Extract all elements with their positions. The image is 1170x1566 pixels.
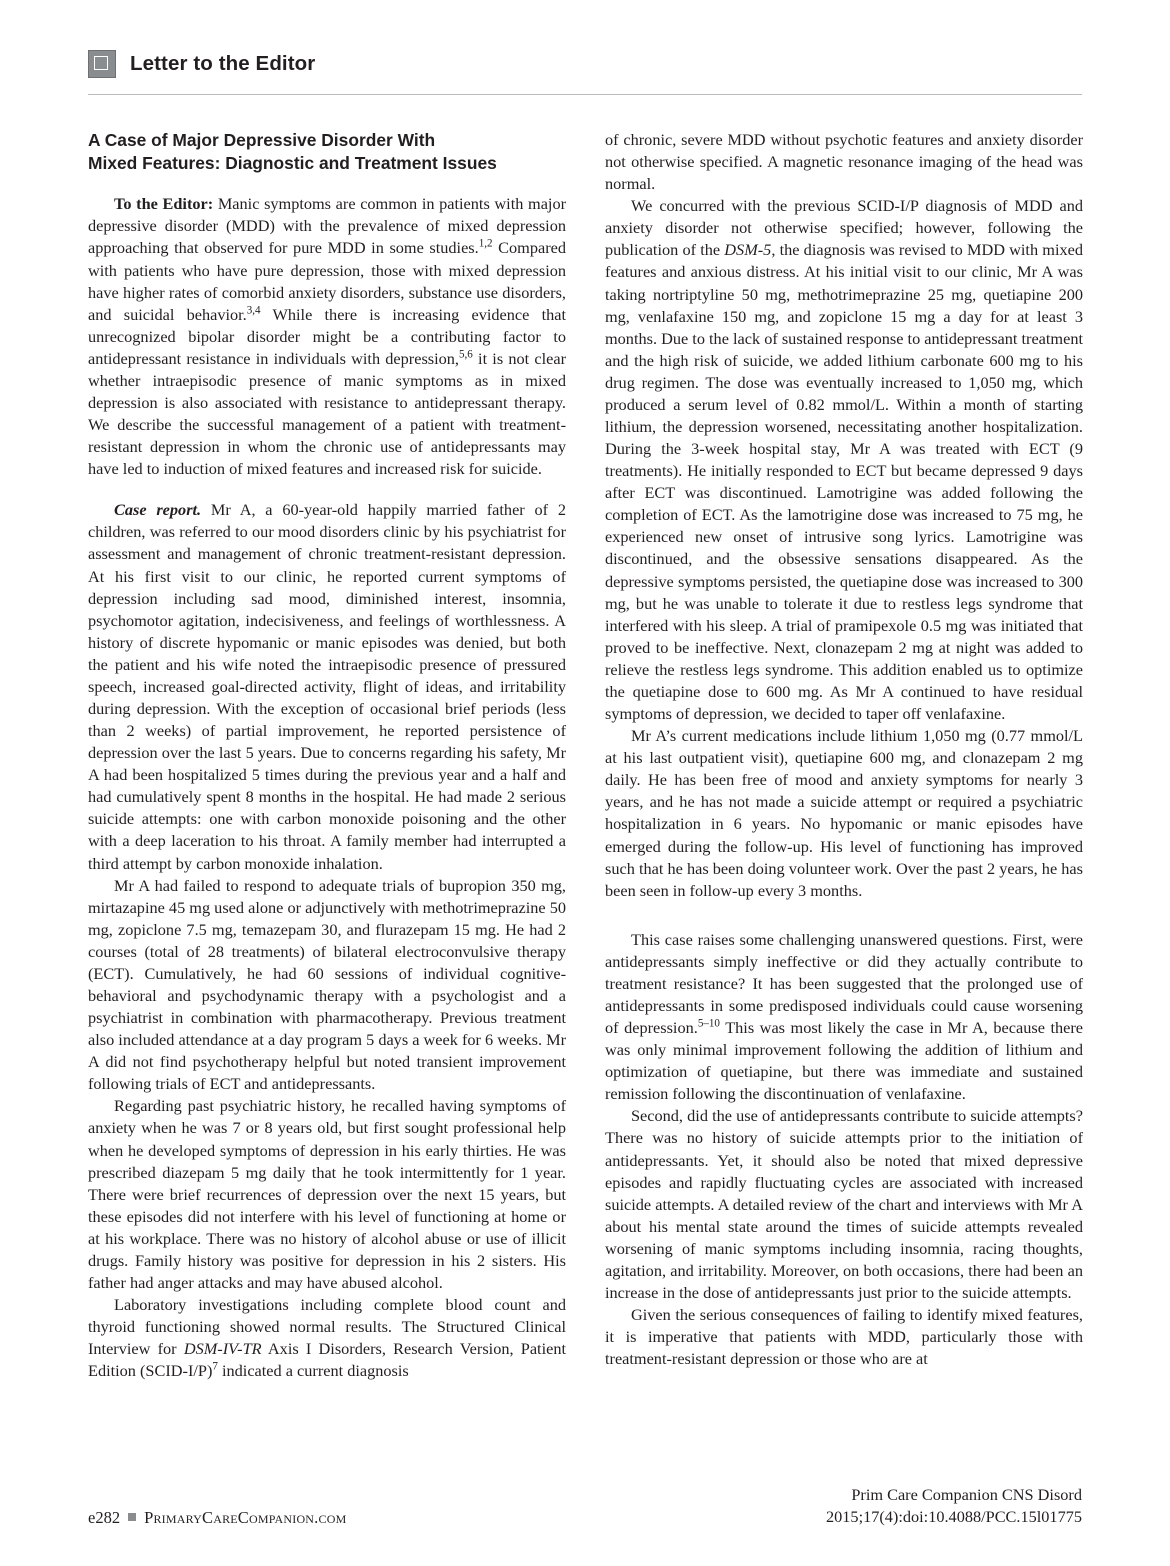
paragraph-question-two: Second, did the use of antidepressants contribute to suicide attempts? There was no history of suicide attempts prior to the initiation of antidepressants. Yet, it should also be noted that mixed depressive episodes and rapidly fluctuating cycles are associated with increased suicide attempts. A detailed review of the chart and interviews with Mr A about his mental state around the times of suicide attempts revealed worsening of manic symptoms including insomnia, racing thoughts, agitation, and irritability. Moreover, on both occasions, there had been an increase in the dose of antidepressants just prior to the suicide attempts.: [605, 1106, 1083, 1302]
section-label: Letter to the Editor: [130, 52, 316, 75]
journal-name: Prim Care Companion CNS Disord: [851, 1485, 1082, 1504]
page-number: e282: [88, 1508, 121, 1527]
two-column-body: [88, 129, 1082, 1459]
paragraph-conclusion: Given the serious consequences of failing to identify mixed features, it is imperative that patients with MDD, particularly those with treatment-resistant depression or those who are at: [605, 1305, 1083, 1369]
citation-doi: 2015;17(4):doi:10.4088/PCC.15l01775: [826, 1507, 1082, 1526]
footer-right: [826, 1484, 1082, 1528]
paragraph-current-medications: Mr A’s current medications include lithium 1,050 mg (0.77 mmol/L at his last outpatient visit), quetiapine 600 mg, and clonazepam 2 mg daily. He has been free of mood and anxiety symptoms for nearly 3 years, and he has not made a suicide attempt or required a psychiatric hospitalization in 6 years. No hypomanic or manic episodes have emerged during the follow-up. His level of functioning has improved such that he has been doing volunteer work. Over the past 2 years, he has been seen in follow-up every 3 months.: [605, 726, 1083, 900]
article-title-line-2: Mixed Features: Diagnostic and Treatment Issues: [88, 153, 497, 174]
footer-square-icon: [128, 1513, 136, 1521]
article-title-line-1: A Case of Major Depressive Disorder With: [88, 130, 436, 150]
footer-site-name: PrimaryCareCompanion.com: [144, 1508, 347, 1527]
page-footer: [88, 1484, 1082, 1528]
paragraph-diagnosis-continued: of chronic, severe MDD without psychotic features and anxiety disorder not otherwise specified. A magnetic resonance imaging of the head was normal.: [605, 130, 1083, 194]
paragraph-case-report: [88, 499, 566, 874]
page-title: [88, 129, 566, 175]
paragraph-question-one: This case raises some challenging unanswered questions. First, were antidepressants simply ineffective or did they actually contribute to treatment resistance? It has been suggested that the prolonged use of antidepressants in some predisposed individuals could cause worsening of depression.$^{5-10}$ This was most likely the case in Mr A, because there was only minimal improvement following the addition of lithium and optimization of quetiapine, but there was immediate and sustained remission following the discontinuation of venlafaxine.: [605, 929, 1083, 1104]
paragraph-treatment-history: Mr A had failed to respond to adequate trials of bupropion 350 mg, mirtazapine 45 mg used alone or adjunctively with methotrimeprazine 50 mg, zopiclone 7.5 mg, temazepam 30, and flurazepam 15 mg. He had 2 courses (total of 28 treatments) of bilateral electroconvulsive therapy (ECT). Cumulatively, he had 60 sessions of individual cognitive-behavioral and psychodynamic therapy with a psychologist and a psychiatrist in combination with pharmacotherapy. Previous treatment also included attendance at a day program 5 days a week for 6 weeks. Mr A did not find psychotherapy helpful but noted transient improvement following trials of ECT and antidepressants.: [88, 875, 566, 1094]
page-header: [88, 44, 1082, 95]
case-report-lead-label: Case report.: [114, 500, 202, 520]
left-column: [88, 129, 566, 1459]
section-mark-icon: [88, 50, 116, 78]
footer-left: [88, 1508, 346, 1528]
paragraph-to-the-editor: [88, 193, 566, 480]
paragraph-text: Manic symptoms are common in patients with major depressive disorder (MDD) with the prevalence of mixed depression approaching that observed for pure MDD in some studies.$^{1,2}$ Compared with patients who have pure depression, those with mixed depression have higher rates of comorbid anxiety disorders, substance use disorders, and suicidal behavior.$^{3,4}$ While there is increasing evidence that unrecognized bipolar disorder might be a contributing factor to antidepressant resistance in individuals with depression,$^{5,6}$ it is not clear whether intraepisodic presence of manic symptoms as in mixed depression is also associated with resistance to antidepressant therapy. We describe the successful management of a patient with treatment-resistant depression in whom the chronic use of antidepressants may have led to induction of mixed features and increased risk for suicide.: [88, 194, 567, 479]
paragraph-lead-label: To the Editor:: [114, 194, 214, 214]
paragraph-psychiatric-history: Regarding past psychiatric history, he recalled having symptoms of anxiety when he was 7 or 8 years old, but first sought professional help when he developed symptoms of depression in his early thirties. He was prescribed diazepam 5 mg daily that he took intermittently for 1 year. There were brief recurrences of depression over the next 15 years, but these episodes did not interfere with his level of functioning at home or at his workplace. There was no history of alcohol abuse or use of illicit drugs. Family history was positive for depression in his 2 sisters. His father had anger attacks and may have abused alcohol.: [88, 1096, 566, 1293]
paragraph-medication-course: We concurred with the previous SCID-I/P diagnosis of MDD and anxiety disorder not otherwise specified; however, following the publication of the DSM-5, the diagnosis was revised to MDD with mixed features and anxious distress. At his initial visit to our clinic, Mr A was taking nortriptyline 50 mg, methotrimeprazine 25 mg, quetiapine 200 mg, venlafaxine 150 mg, and zopiclone 15 mg a day for at least 3 months. Due to the lack of sustained response to antidepressant treatment and the high risk of suicide, we added lithium carbonate 600 mg to his drug regimen. The dose was eventually increased to 1,050 mg, which produced a serum level of 0.82 mmol/L. Within a month of starting lithium, the depression worsened, necessitating another hospitalization. During the 3-week hospital stay, Mr A was treated with ECT (9 treatments). He initially responded to ECT but became depressed 9 days after ECT was discontinued. Lamotrigine was added following the completion of ECT. As the lamotrigine dose was increased to 75 mg, he experienced new onset of intrusive song lyrics. Lamotrigine was discontinued, and the obsessive sensations disappeared. As the depressive symptoms persisted, the quetiapine dose was increased to 300 mg, but he was unable to tolerate it due to restless legs syndrome that interfered with his sleep. A trial of pramipexole 0.5 mg was initiated that proved to be ineffective. Next, clonazepam 2 mg at night was added to relieve the restless legs syndrome. This addition enabled us to optimize the quetiapine dose to 600 mg. As Mr A continued to have residual symptoms of depression, we decided to taper off venlafaxine.: [605, 196, 1083, 724]
paragraph-text: Mr A, a 60-year-old happily married father of 2 children, was referred to our mood disorders clinic by his psychiatrist for assessment and management of chronic treatment-resistant depression. At his first visit to our clinic, he reported current symptoms of depression including sad mood, diminished interest, insomnia, psychomotor agitation, indecisiveness, and feelings of worthlessness. A history of discrete hypomanic or manic episodes was denied, but both the patient and his wife noted the intraepisodic presence of pressured speech, increased goal-directed activity, flight of ideas, and irritability during depression. With the exception of occasional brief periods (less than 2 weeks) of partial improvement, he reported persistence of depression over the last 5 years. Due to concerns regarding his safety, Mr A had been hospitalized 5 times during the previous year and a half and had cumulatively spent 8 months in the hospital. He had made 2 serious suicide attempts: one with carbon monoxide poisoning and the other with a deep laceration to his throat. A family member had interrupted a third attempt by carbon monoxide inhalation.: [88, 500, 566, 873]
right-column: [605, 129, 1083, 1459]
paragraph-laboratory: Laboratory investigations including complete blood count and thyroid functioning showed normal results. The Structured Clinical Interview for DSM-IV-TR Axis I Disorders, Research Version, Patient Edition (SCID-I/P)$^7$ indicated a current diagnosis: [88, 1295, 566, 1381]
